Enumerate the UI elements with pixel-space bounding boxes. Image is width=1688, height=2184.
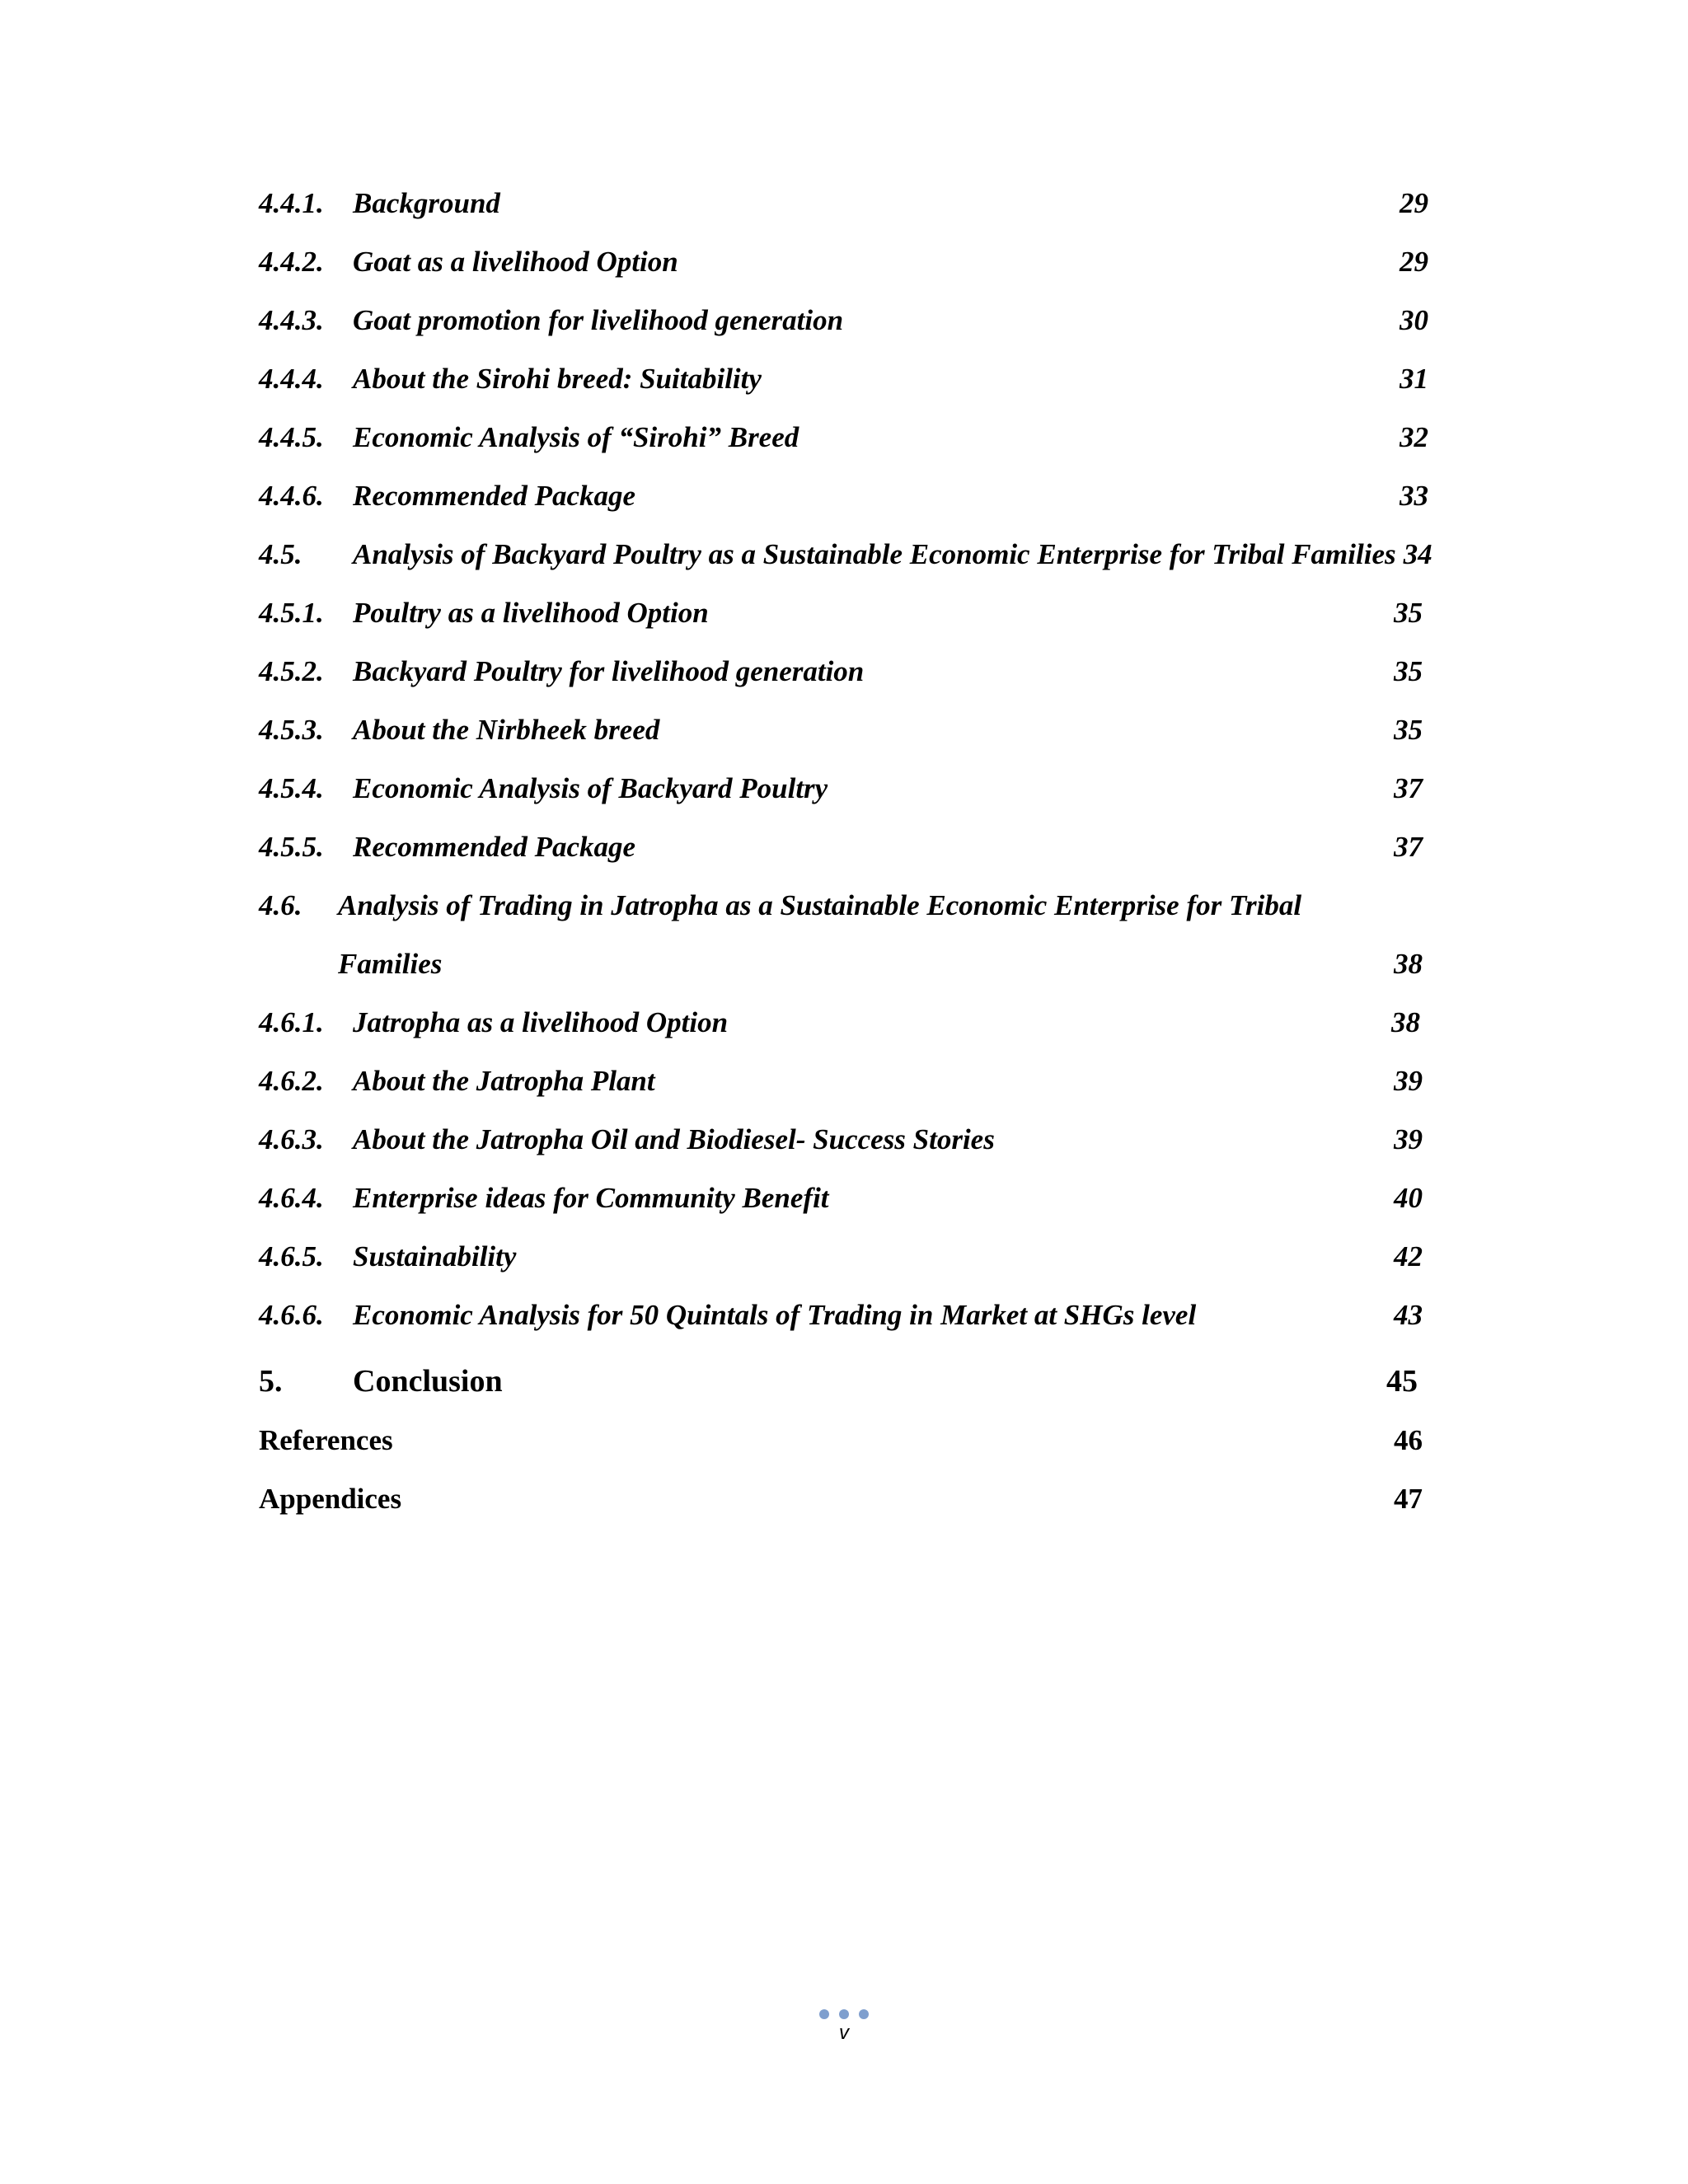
toc-entry-title-text: Analysis of Backyard Poultry as a Sustainable Economic Enterprise for Tribal Families	[353, 538, 1396, 570]
toc-entry[interactable]	[0, 1416, 1688, 1465]
toc-entry-number: 4.4.2.	[259, 246, 324, 278]
dot-icon	[839, 2009, 849, 2019]
toc-entry-page: 38	[1391, 1006, 1420, 1038]
toc-entry-page: 29	[1400, 246, 1428, 278]
toc-entry-number: 4.5.	[259, 538, 302, 570]
toc-entry[interactable]	[0, 296, 1688, 345]
toc-entry-title: Recommended Package	[353, 480, 636, 512]
toc-entry-number: 4.4.1.	[259, 187, 324, 219]
page-footer-ornament	[819, 2009, 869, 2021]
toc-entry-title: About the Nirbheek breed	[353, 714, 660, 746]
toc-entry-page: 37	[1394, 772, 1423, 804]
toc-entry-page: 31	[1400, 363, 1428, 395]
toc-entry-title: Goat as a livelihood Option	[353, 246, 678, 278]
toc-entry[interactable]	[0, 1357, 1688, 1406]
toc-entry-page: 43	[1394, 1299, 1423, 1331]
toc-entry-number: 4.5.5.	[259, 831, 324, 863]
toc-entry[interactable]	[0, 647, 1688, 696]
toc-entry[interactable]	[0, 1115, 1688, 1165]
toc-entry[interactable]	[0, 764, 1688, 813]
toc-entry-number: 4.6.6.	[259, 1299, 324, 1331]
toc-entry-title: Economic Analysis of Backyard Poultry	[353, 772, 828, 804]
toc-entry-title: About the Sirohi breed: Suitability	[353, 363, 762, 395]
toc-entry-number: 4.6.3.	[259, 1123, 324, 1155]
toc-entry-number: 4.5.4.	[259, 772, 324, 804]
toc-entry[interactable]	[0, 1291, 1688, 1340]
dot-icon	[859, 2009, 869, 2019]
toc-entry-title: Jatropha as a livelihood Option	[353, 1006, 729, 1038]
toc-entry[interactable]	[0, 1474, 1688, 1524]
toc-entry-title: References	[259, 1424, 393, 1456]
toc-entry-page: 35	[1394, 655, 1423, 687]
toc-entry[interactable]	[0, 823, 1688, 872]
toc-entry[interactable]	[0, 998, 1688, 1047]
toc-entry-title: Conclusion	[353, 1364, 503, 1399]
toc-entry-page: 30	[1400, 304, 1428, 336]
toc-entry-title-continued: Families	[338, 948, 443, 980]
toc-entry[interactable]	[0, 1057, 1688, 1106]
toc-entry-number: 4.6.5.	[259, 1240, 324, 1272]
page-number: v	[839, 2022, 849, 2044]
toc-entry[interactable]	[0, 881, 1688, 930]
toc-entry-number: 4.5.2.	[259, 655, 324, 687]
toc-entry-number: 5.	[259, 1364, 283, 1399]
toc-entry-number: 4.4.4.	[259, 363, 324, 395]
toc-entry-page: 37	[1394, 831, 1423, 863]
toc-entry-title: Economic Analysis for 50 Quintals of Trading in Market at SHGs level	[353, 1299, 1197, 1331]
toc-entry-page: 29	[1400, 187, 1428, 219]
toc-entry-title: Recommended Package	[353, 831, 636, 863]
toc-entry-number: 4.4.6.	[259, 480, 324, 512]
toc-entry[interactable]	[0, 471, 1688, 521]
toc-entry-page: 42	[1394, 1240, 1423, 1272]
toc-entry-number: 4.4.5.	[259, 421, 324, 453]
toc-entry-number: 4.6.	[259, 889, 302, 921]
toc-entry-number: 4.6.4.	[259, 1182, 324, 1214]
toc-entry-title: Analysis of Trading in Jatropha as a Sustainable Economic Enterprise for Tribal	[338, 889, 1302, 921]
toc-entry[interactable]	[0, 705, 1688, 755]
toc-entry[interactable]	[0, 588, 1688, 638]
toc-entry-page: 33	[1400, 480, 1428, 512]
toc-entry-title: Backyard Poultry for livelihood generation	[353, 655, 865, 687]
dot-icon	[819, 2009, 829, 2019]
toc-entry-page: 47	[1394, 1483, 1423, 1515]
toc-entry[interactable]	[0, 1232, 1688, 1282]
toc-entry-page: 32	[1400, 421, 1428, 453]
toc-entry-title: Appendices	[259, 1483, 402, 1515]
toc-entry-title: Poultry as a livelihood Option	[353, 597, 709, 629]
toc-entry-page: 34	[1403, 538, 1432, 570]
toc-entry-number: 4.6.1.	[259, 1006, 324, 1038]
toc-entry-number: 4.4.3.	[259, 304, 324, 336]
toc-entry[interactable]	[0, 413, 1688, 462]
toc-entry-title: Enterprise ideas for Community Benefit	[353, 1182, 829, 1214]
toc-entry-page: 39	[1394, 1123, 1423, 1155]
toc-entry-page: 38	[1394, 948, 1423, 980]
toc-entry-continuation[interactable]	[0, 940, 1688, 989]
toc-entry-title: Sustainability	[353, 1240, 517, 1272]
toc-entry-title: Goat promotion for livelihood generation	[353, 304, 844, 336]
toc-entry-title: Economic Analysis of “Sirohi” Breed	[353, 421, 799, 453]
toc-entry-title: About the Jatropha Plant	[353, 1065, 655, 1097]
toc-entry-page: 46	[1394, 1424, 1423, 1456]
toc-entry[interactable]	[0, 354, 1688, 404]
toc-entry[interactable]	[0, 237, 1688, 287]
toc-entry[interactable]	[0, 530, 1688, 579]
toc-entry-title	[353, 530, 1432, 579]
toc-entry-page: 35	[1394, 597, 1423, 629]
toc-entry-title: Background	[353, 187, 500, 219]
toc-entry-page: 45	[1386, 1364, 1418, 1399]
toc-entry-page: 35	[1394, 714, 1423, 746]
toc-entry-number: 4.6.2.	[259, 1065, 324, 1097]
toc-entry-number: 4.5.3.	[259, 714, 324, 746]
toc-entry[interactable]	[0, 1174, 1688, 1223]
toc-entry-page: 40	[1394, 1182, 1423, 1214]
toc-entry-page: 39	[1394, 1065, 1423, 1097]
toc-entry[interactable]	[0, 179, 1688, 228]
toc-entry-title: About the Jatropha Oil and Biodiesel- Success Stories	[353, 1123, 995, 1155]
toc-entry-number: 4.5.1.	[259, 597, 324, 629]
